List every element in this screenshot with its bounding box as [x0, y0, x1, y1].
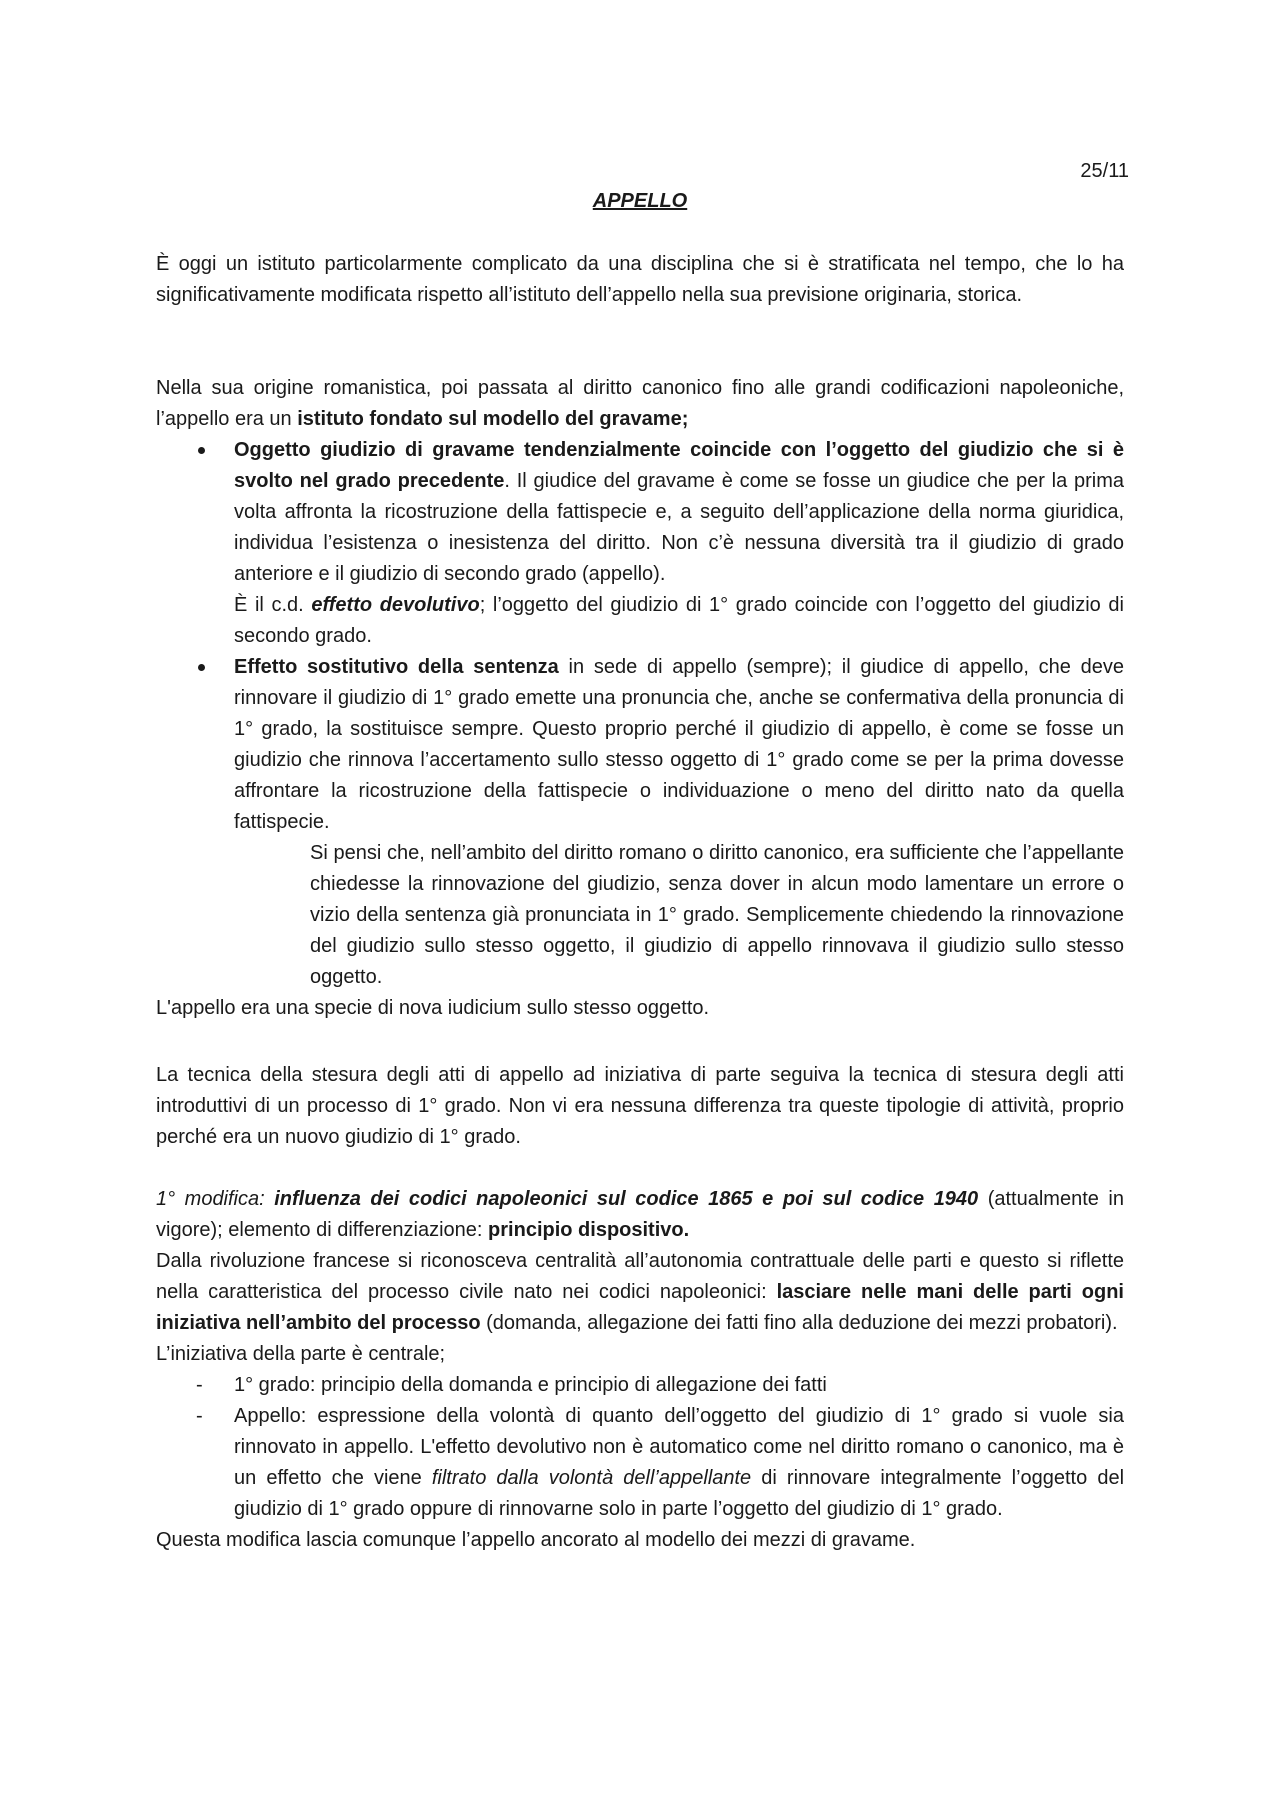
bullet-line2-bold-italic: effetto devolutivo: [311, 594, 480, 616]
dash-marker-icon: -: [196, 1374, 203, 1396]
modifica-bold: principio dispositivo.: [488, 1219, 690, 1241]
bullet-bold: Oggetto giudizio di gravame tendenzialmente coincide con l’oggetto del giudizio che si è svolto nel grado precedente: [234, 439, 1124, 492]
rivoluzione-bold: lasciare nelle mani delle parti ogni iniziativa nell’ambito del processo: [156, 1281, 1124, 1334]
technique-paragraph: [156, 1060, 1124, 1153]
dash-text: Appello: espressione della volontà di quanto dell’oggetto del giudizio di 1° grado si vuole sia rinnovato in appello. L'effetto devolutivo non è automatico come nel diritto romano o canonico, ma è un effetto che viene: [234, 1405, 1124, 1489]
closing-paragraph: Questa modifica lascia comunque l’appello ancorato al modello dei mezzi di gravame.: [156, 1529, 916, 1551]
bullet-dot-icon: [198, 447, 205, 454]
bullet-text: in sede di appello (sempre); il giudice di appello, che deve rinnovare il giudizio di 1° grado emette una pronuncia che, anche se confermativa della pronuncia di 1° grado, la sostituisce sempre. Questo proprio perché il giudizio di appello, è come se fosse un giudizio che rinnova l’accertamento sullo stesso oggetto di 1° grado come se per la prima dovesse affrontare la ricostruzione della fattispecie o individuazione o meno del diritto nato da quella fattispecie.: [234, 656, 1125, 833]
dash-item-appello: [156, 1401, 1124, 1525]
dash-marker-icon: -: [196, 1405, 203, 1427]
intro-paragraph: [156, 249, 1124, 311]
bullet-text: . Il giudice del gravame è come se fosse un giudice che per la prima volta affronta la ricostruzione della fattispecie e, a seguito dell’applicazione della norma giuridica, individua l’esistenza o inesistenza del diritto. Non c’è nessuna diversità tra il giudizio di grado anteriore e il giudizio di secondo grado (appello).: [234, 470, 1124, 585]
bullet-item-sostitutivo: [156, 652, 1124, 838]
origin-paragraph: [156, 373, 1124, 435]
bullet-line2-post: ; l’oggetto del giudizio di 1° grado coincide con l’oggetto del giudizio di secondo grado.: [234, 594, 1124, 647]
modifica-text: (attualmente in vigore); elemento di differenziazione:: [156, 1188, 1124, 1241]
rivoluzione-paragraph: [156, 1246, 1124, 1339]
origin-text: Nella sua origine romanistica, poi passata al diritto canonico fino alle grandi codificazioni napoleoniche, l’appello era un: [156, 377, 1124, 430]
page-title: APPELLO: [592, 190, 688, 212]
modifica-section: [156, 1184, 1124, 1556]
origin-section: [156, 373, 1124, 1024]
bullet-list: [156, 435, 1124, 838]
bullet-line2-pre: È il c.d.: [234, 594, 312, 616]
dash-italic: filtrato dalla volontà dell’appellante: [431, 1467, 752, 1489]
modifica-bold-italic: influenza dei codici napoleonici sul codice 1865 e poi sul codice 1940: [274, 1188, 979, 1210]
origin-bold: istituto fondato sul modello del gravame;: [297, 408, 689, 430]
paragraph-text: La tecnica della stesura degli atti di appello ad iniziativa di parte seguiva la tecnica di stesura degli atti introduttivi di un processo di 1° grado. Non vi era nessuna differenza tra queste tipologie di attività, proprio perché era un nuovo giudizio di 1° grado.: [156, 1064, 1124, 1148]
modifica-italic: 1° modifica:: [156, 1188, 275, 1210]
dash-list: [156, 1370, 1124, 1525]
bullet-dot-icon: [198, 664, 205, 671]
dash-item-primo-grado: [156, 1370, 1124, 1401]
page-date: 25/11: [1080, 160, 1129, 182]
indented-note: Si pensi che, nell’ambito del diritto romano o diritto canonico, era sufficiente che l’appellante chiedesse la rinnovazione del giudizio, senza dover in alcun modo lamentare un errore o vizio della sentenza già pronunciata in 1° grado. Semplicemente chiedendo la rinnovazione del giudizio sullo stesso oggetto, il giudizio di appello rinnovava il giudizio sullo stesso oggetto.: [310, 842, 1124, 988]
bullet-bold: Effetto sostitutivo della sentenza: [234, 656, 559, 678]
iniziativa-paragraph: L’iniziativa della parte è centrale;: [156, 1343, 446, 1365]
nova-iudicium-paragraph: L'appello era una specie di nova iudicium sullo stesso oggetto.: [156, 997, 710, 1019]
dash-text2: di rinnovare integralmente l’oggetto del giudizio di 1° grado oppure di rinnovarne solo in parte l’oggetto del giudizio di 1° grado.: [234, 1467, 1125, 1520]
modifica-paragraph: [156, 1184, 1124, 1246]
rivoluzione-text: Dalla rivoluzione francese si riconosceva centralità all’autonomia contrattuale delle parti e questo si riflette nella caratteristica del processo civile nato nei codici napoleonici:: [156, 1250, 1124, 1303]
bullet-item-oggetto: [156, 435, 1124, 652]
paragraph-text: È oggi un istituto particolarmente complicato da una disciplina che si è stratificata nel tempo, che lo ha significativamente modificata rispetto all’istituto dell’appello nella sua previsione originaria, storica.: [156, 253, 1124, 306]
dash-text: 1° grado: principio della domanda e principio di allegazione dei fatti: [234, 1374, 827, 1396]
rivoluzione-text2: (domanda, allegazione dei fatti fino alla deduzione dei mezzi probatori).: [480, 1312, 1118, 1334]
